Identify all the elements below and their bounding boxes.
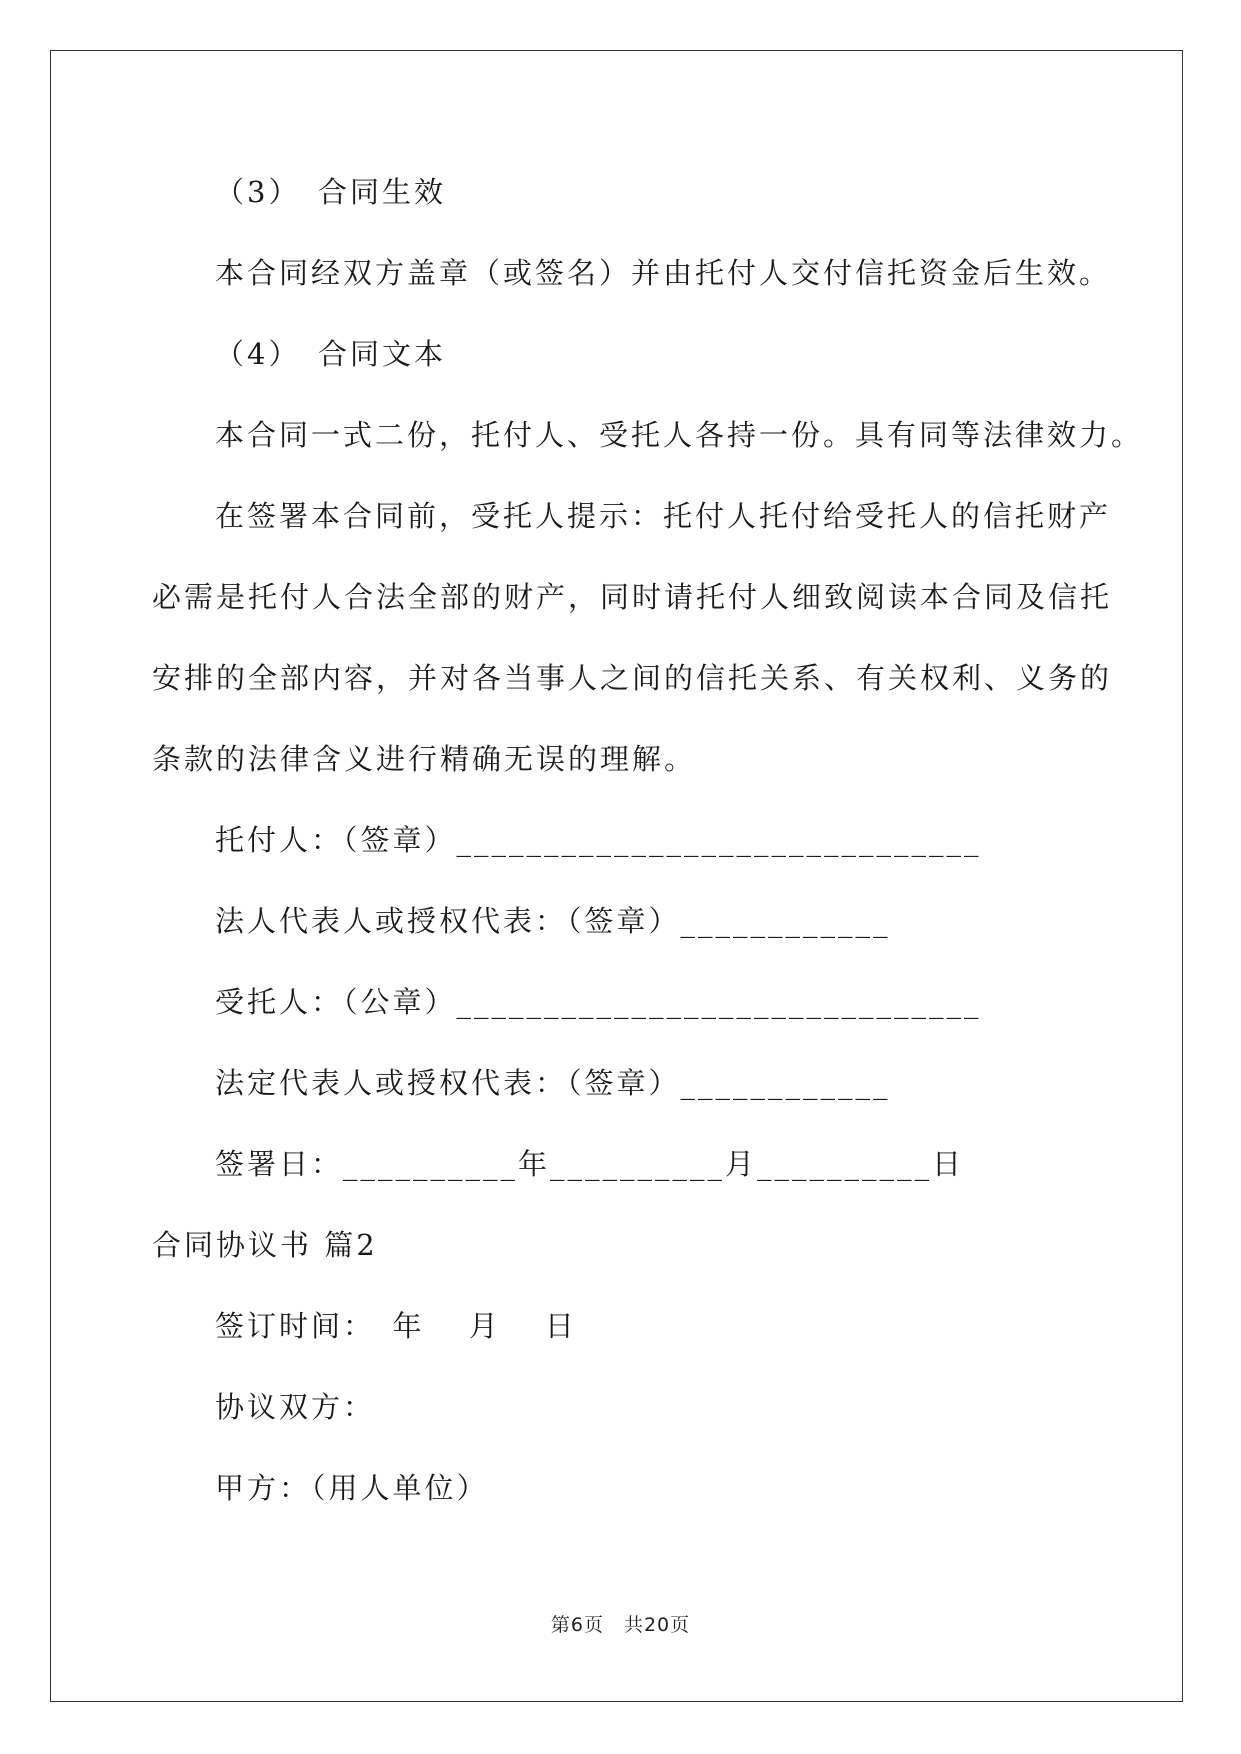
notice-paragraph-line-4: 条款的法律含义进行精确无误的理解。: [152, 742, 697, 776]
signature-legal-rep-2: 法定代表人或授权代表：（签章）____________: [215, 1066, 891, 1100]
signature-trustee: 受托人：（公章）______________________________: [215, 985, 982, 1019]
section-title-article-2: 合同协议书 篇2: [152, 1228, 378, 1262]
notice-paragraph-line-3: 安排的全部内容，并对各当事人之间的信托关系、有关权利、义务的: [152, 661, 1113, 695]
party-a-label: 甲方：（用人单位）: [215, 1471, 489, 1505]
clause-3-text: 本合同经双方盖章（或签名）并由托付人交付信托资金后生效。: [215, 256, 1112, 290]
notice-paragraph-line-2: 必需是托付人合法全部的财产，同时请托付人细致阅读本合同及信托: [152, 580, 1113, 614]
signature-entrustor: 托付人：（签章）______________________________: [215, 823, 982, 857]
clause-3-heading: （3） 合同生效: [215, 175, 446, 209]
page-frame: [50, 50, 1183, 1702]
signature-legal-rep-1: 法人代表人或授权代表：（签章）____________: [215, 904, 891, 938]
signing-date: 签署日：__________年__________月__________日: [215, 1147, 965, 1181]
signing-time: 签订时间： 年 月 日: [215, 1309, 577, 1343]
clause-4-heading: （4） 合同文本: [215, 337, 446, 371]
notice-paragraph-line-1: 在签署本合同前，受托人提示：托付人托付给受托人的信托财产: [215, 499, 1112, 533]
parties-label: 协议双方：: [215, 1390, 376, 1424]
clause-4-text: 本合同一式二份，托付人、受托人各持一份。具有同等法律效力。: [215, 418, 1144, 452]
page-number-footer: 第6页 共20页: [550, 1614, 691, 1636]
